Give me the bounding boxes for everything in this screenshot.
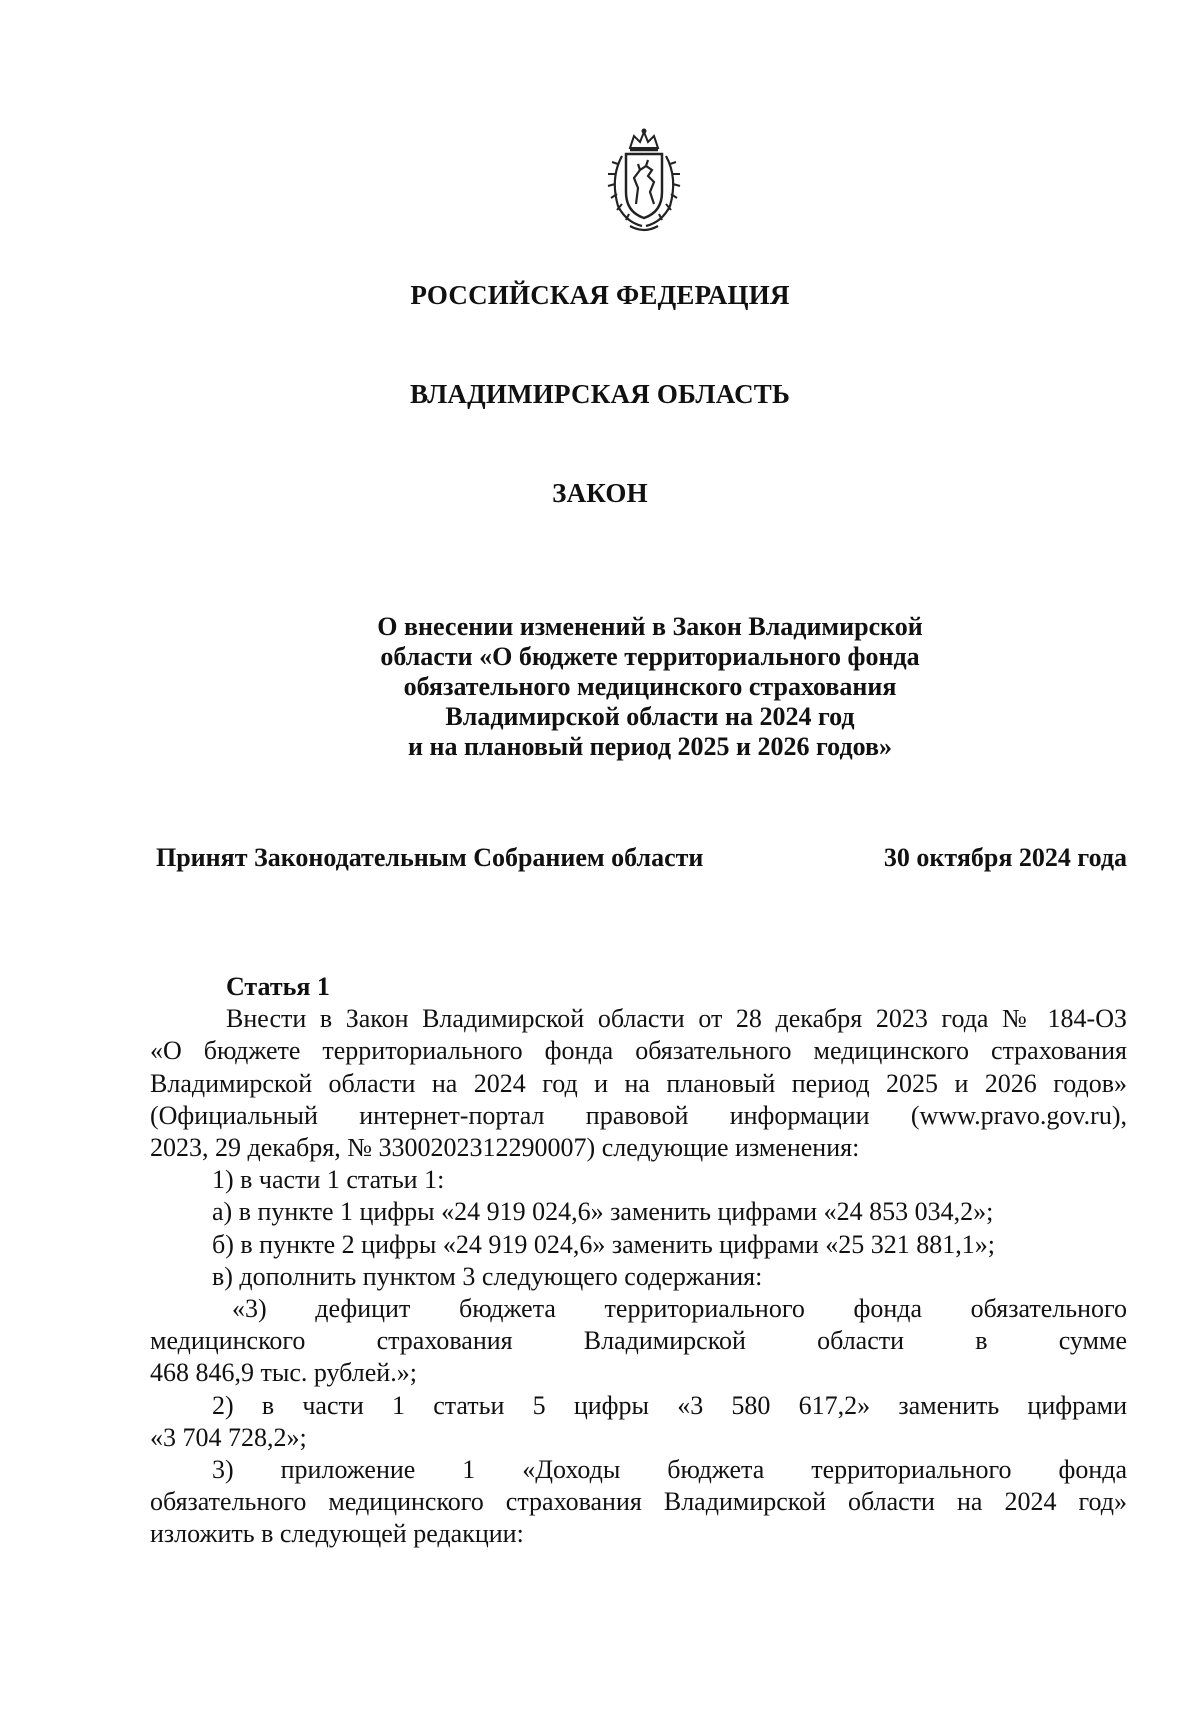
item-2-line: «3 704 728,2»; — [150, 1422, 307, 1452]
item-3-line: 3) приложение 1 «Доходы бюджета территориального фонда — [212, 1455, 1127, 1485]
adopted-by: Принят Законодательным Собранием области — [156, 843, 704, 872]
law-title-line: О внесении изменений в Закон Владимирской — [377, 612, 923, 641]
item-1a: а) в пункте 1 цифры «24 919 024,6» заменить цифрами «24 853 034,2»; — [212, 1197, 994, 1227]
article-intro-line: 2023, 29 декабря, № 3300202312290007) следующие изменения: — [150, 1133, 860, 1163]
coat-of-arms-icon — [596, 126, 692, 236]
item-1b: б) в пункте 2 цифры «24 919 024,6» заменить цифрами «25 321 881,1»; — [212, 1229, 995, 1259]
article-intro-line: Внести в Закон Владимирской области от 28 декабря 2023 года № 184-ОЗ — [226, 1004, 1127, 1034]
item-1c-text-line: 468 846,9 тыс. рублей.»; — [150, 1358, 417, 1388]
item-1c-text-line: «3) дефицит бюджета территориального фонда обязательного — [232, 1294, 1127, 1324]
article-heading: Статья 1 — [226, 972, 330, 1001]
item-2-line: 2) в части 1 статьи 5 цифры «3 580 617,2» заменить цифрами — [212, 1390, 1127, 1420]
law-title-line: области «О бюджете территориального фонда — [380, 642, 920, 671]
item-3-line: обязательного медицинского страхования Владимирской области на 2024 год» — [150, 1487, 1127, 1517]
federation-heading: РОССИЙСКАЯ ФЕДЕРАЦИЯ — [410, 280, 790, 310]
item-1c-text-line: медицинского страхования Владимирской области в сумме — [150, 1326, 1127, 1356]
law-title-line: обязательного медицинского страхования — [403, 672, 897, 701]
article-intro-line: «О бюджете территориального фонда обязательного медицинского страхования — [150, 1036, 1127, 1066]
document-type-heading: ЗАКОН — [552, 478, 648, 508]
article-intro-line: (Официальный интернет-портал правовой информации (www.pravo.gov.ru), — [150, 1100, 1127, 1130]
article-body — [150, 971, 1127, 1551]
law-title-line: Владимирской области на 2024 год — [445, 702, 855, 731]
adoption-date: 30 октября 2024 года — [883, 843, 1127, 872]
article-intro-line: Владимирской области на 2024 год и на плановый период 2025 и 2026 годов» — [150, 1068, 1127, 1098]
item-1: 1) в части 1 статьи 1: — [212, 1165, 445, 1195]
item-1c: в) дополнить пунктом 3 следующего содержания: — [212, 1261, 763, 1291]
item-3-line: изложить в следующей редакции: — [150, 1519, 524, 1549]
region-heading: ВЛАДИМИРСКАЯ ОБЛАСТЬ — [409, 379, 791, 409]
law-title — [300, 612, 1000, 762]
law-title-line: и на плановый период 2025 и 2026 годов» — [408, 732, 892, 761]
